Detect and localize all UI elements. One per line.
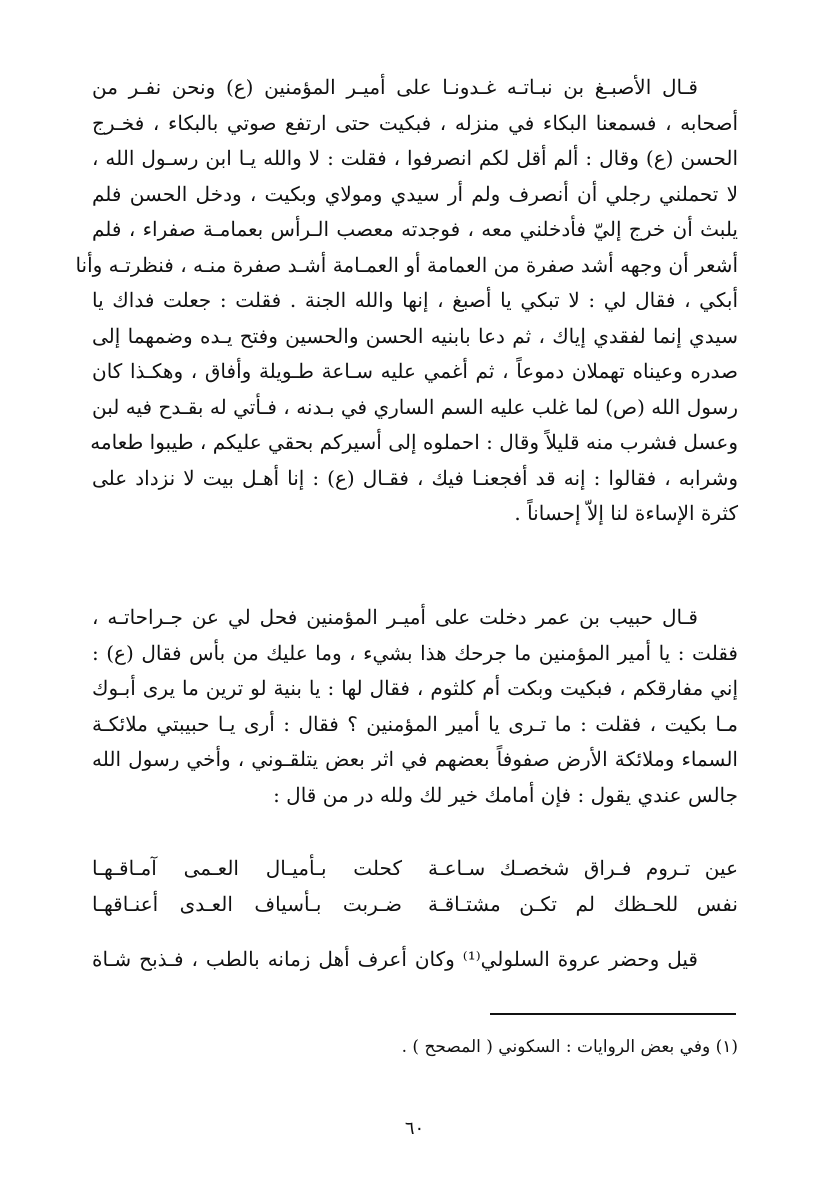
text-line: أشعر أن وجهه أشد صفرة من العمامة أو العمـامة أشـد صفرة منـه ، فنظرتـه وأنا bbox=[75, 252, 738, 277]
page-number: ٦٠ bbox=[404, 1118, 425, 1139]
paragraph-asbagh bbox=[75, 70, 739, 532]
poem-first-hemistich: نفس للحـظك لم تكـن مشتـاقـة bbox=[428, 891, 738, 916]
text-line: صدره وعيناه تهملان دموعاً ، ثم أغمي عليه سـاعة طـويلة وأفاق ، وهكـذا كان bbox=[92, 359, 738, 383]
text-line: إني مفارقكم ، فبكيت وبكت أم كلثوم ، فقال لها : يا بنية لو ترين ما يرى أبـوك bbox=[92, 676, 738, 700]
text-line: قـال حبيب بن عمر دخلت على أميـر المؤمنين فحل لي عن جـراحاتـه ، bbox=[92, 605, 698, 629]
paragraph-urwa bbox=[92, 942, 738, 978]
text-line: لا تحملني رجلي أن أنصرف ولم أر سيدي ومولاي وبكيت ، ودخل الحسن فلم bbox=[92, 181, 738, 206]
text-line: أبكي ، فقال لي : لا تبكي يا أصبغ ، إنها والله الجنة . فقلت : جعلت فداك يا bbox=[92, 288, 738, 312]
text-line: وعسل فشرب منه قليلاً وقال : احملوه إلى أسيركم بحقي عليكم ، طيبوا طعامه bbox=[90, 430, 738, 454]
paragraph-habib bbox=[92, 600, 738, 813]
text-line: السماء وملائكة الأرض صفوفاً بعضهم في اثر بعض يتلقـوني ، وأخي رسول الله bbox=[92, 747, 738, 771]
poem-first-hemistich: عين تـروم فـراق شخصـك سـاعـة bbox=[428, 856, 738, 880]
text-line: أصحابه ، فسمعنا البكاء في منزله ، فبكيت حتى ارتفع صوتي بالبكاء ، فخـرج bbox=[92, 110, 738, 135]
poem-second-hemistich: كحلت بـأميـال العـمى آمـاقـهـا bbox=[92, 856, 402, 880]
footnote: (١) وفي بعض الروايات : السكوني ( المصحح ) . bbox=[401, 1037, 738, 1057]
poem-verse bbox=[92, 851, 738, 887]
text-line: رسول الله (ص) لما غلب عليه السم الساري في بـدنه ، فـأتي له بقـدح فيه لبن bbox=[92, 394, 738, 419]
text-line: الحسن (ع) وقال : ألم أقل لكم انصرفوا ، فقلت : لا والله يـا ابن رسـول الله ، bbox=[92, 146, 738, 170]
text-line: سيدي إنما لفقدي إياك ، ثم دعا بابنيه الحسن والحسين وفتح يـده وضمهما إلى bbox=[92, 323, 739, 348]
text-line: قيل وحضر عروة السلولي⁽¹⁾ وكان أعرف أهل زمانه بالطب ، فـذبح شـاة bbox=[92, 947, 698, 971]
text-line: وشرابه ، فقالوا : إنه قد أفجعنـا فيك ، فقـال (ع) : إنا أهـل بيت لا نزداد على bbox=[92, 465, 738, 490]
text-line: قـال الأصبـغ بن نبـاتـه غـدونـا على أميـر المؤمنين (ع) ونحن نفـر من bbox=[92, 75, 698, 99]
text-line: فقلت : يا أمير المؤمنين ما جرحك هذا بشيء ، وما عليك من بأس فقال (ع) : bbox=[92, 640, 738, 665]
text-line: مـا بكيت ، فقلت : ما تـرى يا أمير المؤمنين ؟ فقال : أرى يـا حبيبتي ملائكـة bbox=[92, 711, 738, 736]
poem bbox=[92, 851, 738, 922]
text-line: كثرة الإساءة لنا إلاّ إحساناً . bbox=[514, 501, 738, 525]
footnote-divider bbox=[490, 1013, 736, 1015]
text-line: يلبث أن خرج إليّ فأدخلني معه ، فوجدته معصب الـرأس بعمامـة صفراء ، فلم bbox=[92, 217, 738, 241]
text-line: جالس عندي يقول : فإن أمامك خير لك ولله در من قال : bbox=[273, 782, 738, 807]
poem-second-hemistich: ضـربت بـأسياف العـدى أعنـاقهـا bbox=[92, 891, 402, 916]
poem-verse bbox=[92, 887, 738, 923]
